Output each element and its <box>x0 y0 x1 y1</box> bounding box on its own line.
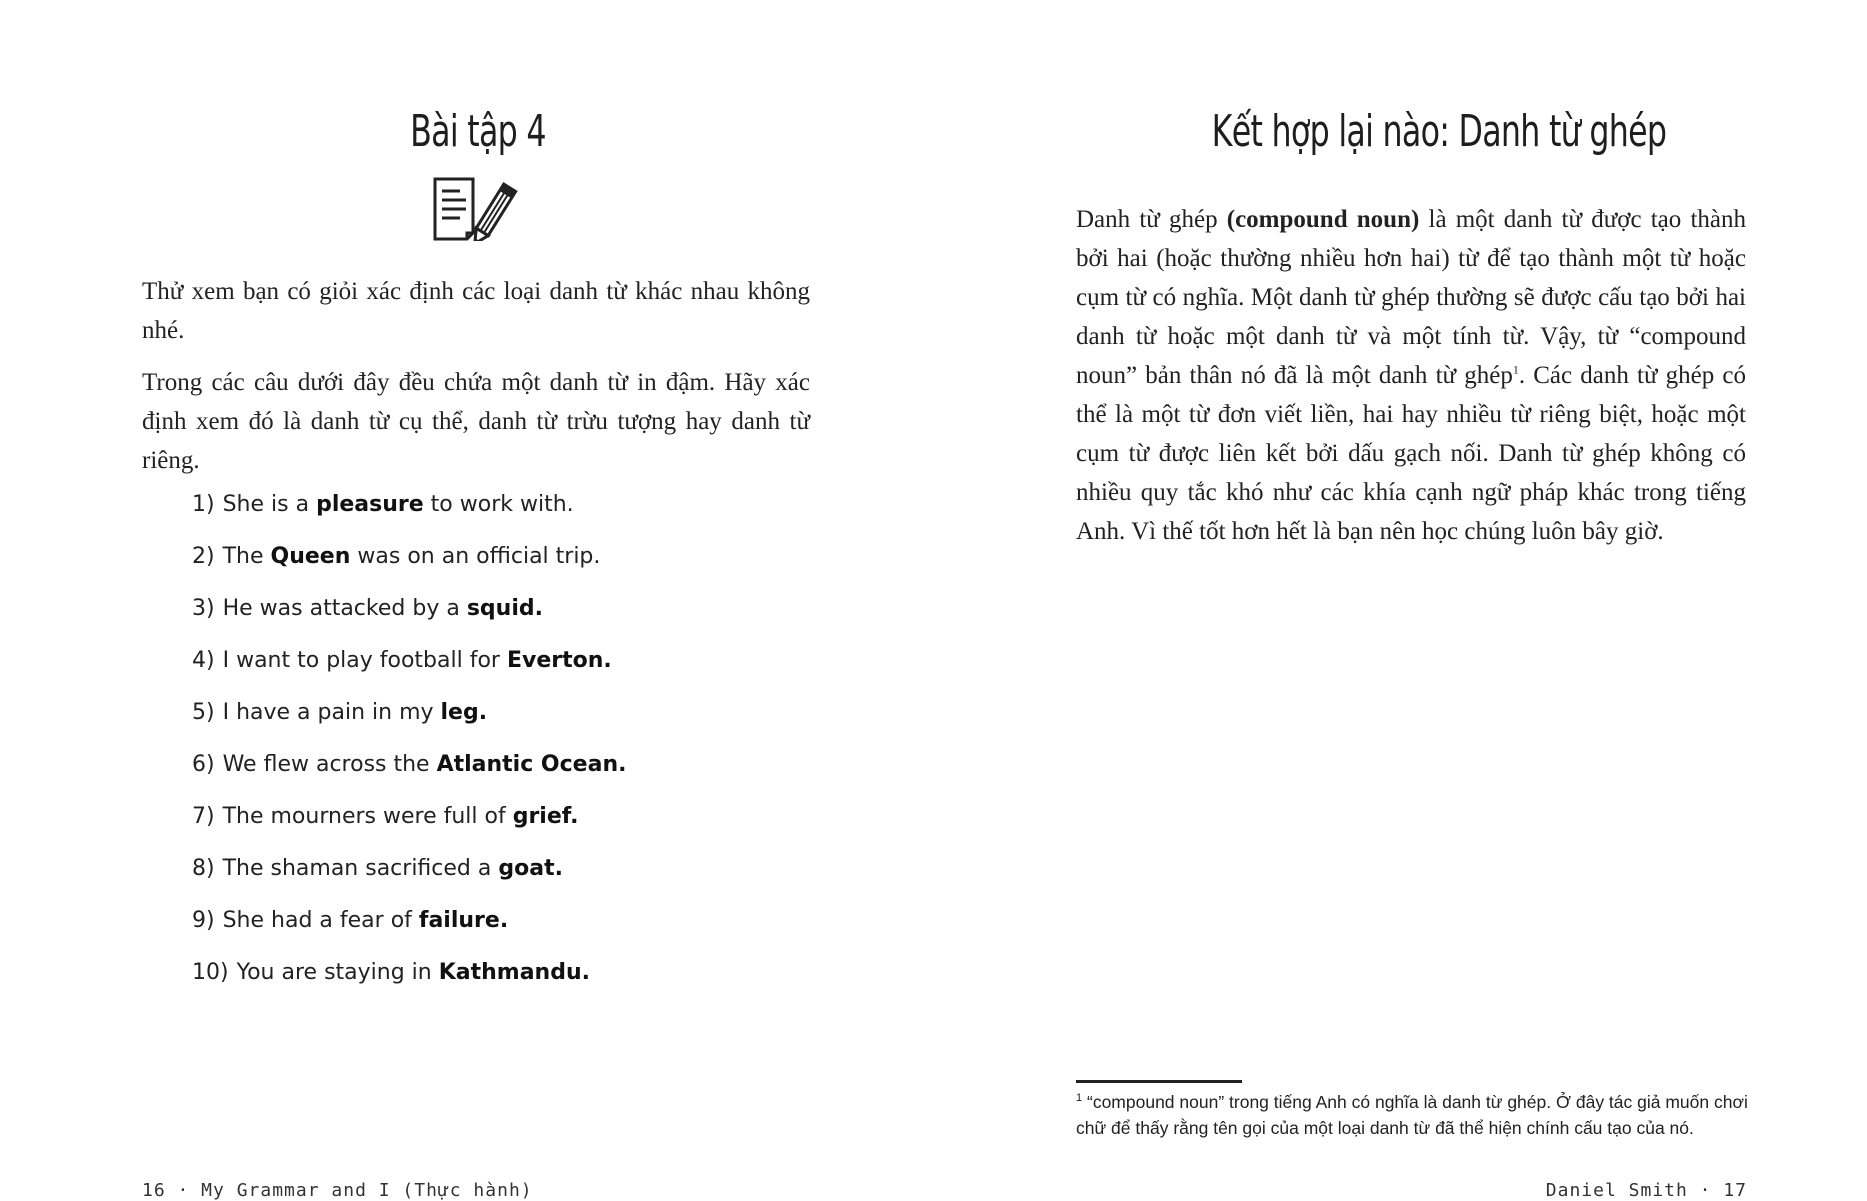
footnote-number: 1 <box>1076 1092 1083 1104</box>
bold-noun: Atlantic Ocean. <box>436 752 627 777</box>
exercise-list <box>192 490 626 1010</box>
bold-noun: pleasure <box>316 492 424 517</box>
bold-noun: Queen <box>270 544 351 569</box>
page-footer-right: Daniel Smith · 17 <box>1545 1180 1747 1201</box>
right-page <box>934 0 1867 1200</box>
bold-term: (compound noun) <box>1226 206 1420 233</box>
document-pencil-icon <box>429 175 521 241</box>
bold-noun: leg. <box>440 700 488 725</box>
bold-noun: Kathmandu. <box>438 960 590 985</box>
bold-noun: goat. <box>498 856 563 881</box>
list-item: 9) She had a fear of failure. <box>192 908 509 933</box>
page-footer-left: 16 · My Grammar and I (Thực hành) <box>142 1180 533 1201</box>
list-item: 7) The mourners were full of grief. <box>192 804 579 829</box>
bold-noun: grief. <box>512 804 579 829</box>
list-item: 1) She is a pleasure to work with. <box>192 492 574 517</box>
body-paragraph: Danh từ ghép (compound noun) là một danh từ được tạo thành bởi hai (hoặc thường nhiều hơn hai) từ để tạo thành một từ hoặc cụm từ có nghĩa. Một danh từ ghép thường sẽ được cấu tạo bởi hai danh từ hoặc một danh từ và một tính từ. Vậy, từ “compound noun” bản thân nó đã là một danh từ ghép$^1$. Các danh từ ghép có thể là một từ đơn viết liền, hai hay nhiều từ riêng biệt, hoặc một cụm từ được liên kết bởi dấu gạch nối. Danh từ ghép không có nhiều quy tắc khó như các khía cạnh ngữ pháp khác trong tiếng Anh. Vì thế tốt hơn hết là bạn nên học chúng luôn bây giờ. <box>1076 206 1747 545</box>
exercise-title: Bài tập 4 <box>410 106 546 157</box>
bold-noun: squid. <box>466 596 543 621</box>
instruction-paragraph: Trong các câu dưới đây đều chứa một danh từ in đậm. Hãy xác định xem đó là danh từ cụ thể, danh từ trừu tượng hay danh từ riêng. <box>142 369 810 474</box>
footnote-marker: 1 <box>1512 362 1519 377</box>
list-item: 6) We flew across the Atlantic Ocean. <box>192 752 627 777</box>
bold-noun: Everton. <box>506 648 612 673</box>
list-item: 5) I have a pain in my leg. <box>192 700 488 725</box>
footnote-divider <box>1076 1080 1242 1083</box>
list-item: 10) You are staying in Kathmandu. <box>192 960 590 985</box>
bold-noun: failure. <box>418 908 509 933</box>
left-page <box>0 0 934 1200</box>
list-item: 3) He was attacked by a squid. <box>192 596 543 621</box>
list-item: 2) The Queen was on an official trip. <box>192 544 601 569</box>
section-title: Kết hợp lại nào: Danh từ ghép <box>1211 106 1667 157</box>
footnote: $^1$ “compound noun” trong tiếng Anh có nghĩa là danh từ ghép. Ở đây tác giả muốn chơi chữ để thấy rằng tên gọi của một loại danh từ đã thể hiện chính cấu tạo của nó. <box>1076 1091 1748 1138</box>
list-item: 8) The shaman sacrificed a goat. <box>192 856 563 881</box>
intro-paragraph: Thử xem bạn có giỏi xác định các loại danh từ khác nhau không nhé. <box>142 278 810 344</box>
list-item: 4) I want to play football for Everton. <box>192 648 612 673</box>
